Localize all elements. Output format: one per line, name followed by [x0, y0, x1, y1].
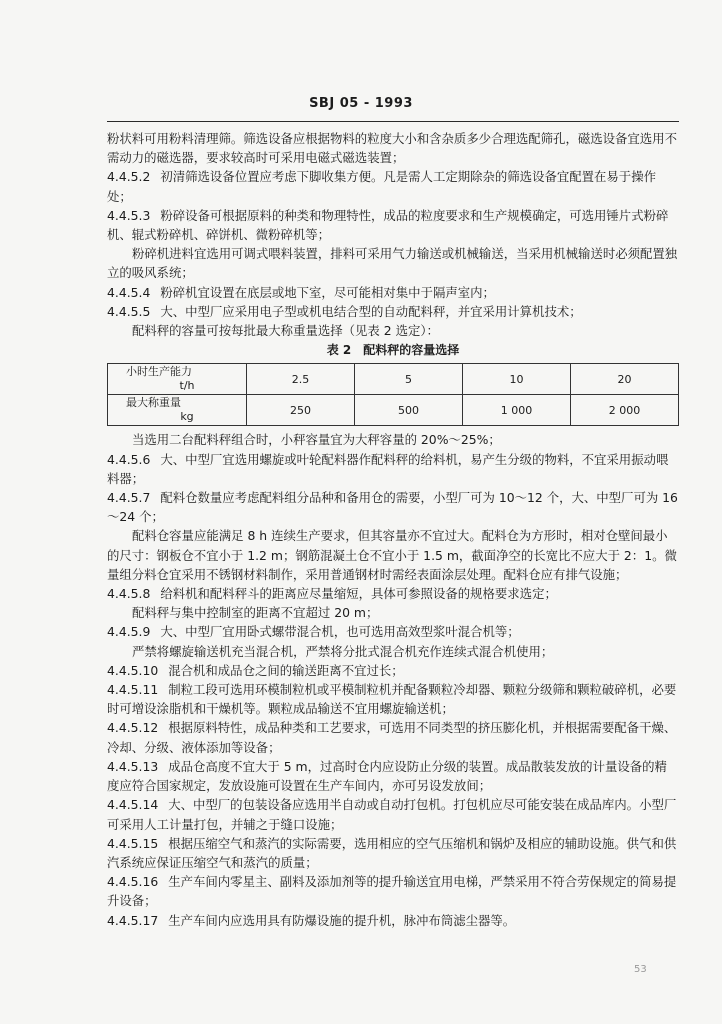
clause-number: 4.4.5.10 — [107, 662, 159, 678]
clause-number: 4.4.5.16 — [107, 874, 159, 890]
paragraph-text: 当选用二台配料秤组合时，小秤容量宜为大秤容量的 20%～25%； — [132, 432, 501, 448]
table-cell: 500 — [355, 395, 463, 426]
row-label: 小时生产能力 — [126, 365, 192, 379]
paragraph — [107, 430, 679, 449]
paragraphs-top — [107, 129, 679, 340]
paragraph-text: 粉碎设备可根据原料的种类和物理特性，成品的粒度要求和生产规模确定，可选用锤片式粉碎机、辊式粉碎机、碎饼机、微粉碎机等； — [107, 207, 669, 243]
clause-number: 4.4.5.6 — [107, 451, 151, 467]
doc-header: SBJ 05 - 1993 — [309, 96, 413, 111]
clause-number: 4.4.5.9 — [107, 624, 151, 640]
paragraphs-bottom — [107, 430, 679, 929]
paragraph — [107, 603, 679, 622]
row-header-weight — [108, 395, 247, 426]
clause-number: 4.4.5.17 — [107, 912, 159, 928]
row-header-capacity — [108, 364, 247, 395]
table-cell: 1 000 — [463, 395, 571, 426]
clause-paragraph — [107, 206, 679, 244]
table-cell: 10 — [463, 364, 571, 395]
paragraph-text: 生产车间内零星主、副料及添加剂等的提升输送宜用电梯，严禁采用不符合劳保规定的简易提升设备； — [107, 874, 677, 909]
paragraph-text: 大、中型厂宜选用螺旋或叶轮配料器作配料秤的给料机，易产生分级的物料，不宜采用振动喂料器； — [107, 451, 669, 486]
clause-paragraph — [107, 757, 679, 795]
paragraph-text: 粉碎机进料宜选用可调式喂料装置，排料可采用气力输送或机械输送，当采用机械输送时必须配置独立的吸风系统； — [107, 246, 678, 281]
paragraph-text: 粉状料可用粉料清理筛。筛选设备应根据物料的粒度大小和含杂质多少合理选配筛孔，磁选设备宜选用不需动力的磁选器，要求较高时可采用电磁式磁选装置； — [107, 131, 677, 166]
clause-paragraph — [107, 450, 679, 488]
clause-paragraph — [107, 795, 679, 833]
clause-number: 4.4.5.5 — [107, 303, 151, 319]
paragraph-text: 混合机和成品仓之间的输送距离不宜过长； — [168, 662, 404, 678]
paragraph-text: 制粒工段可选用环模制粒机或平模制粒机并配备颗粒冷却器、颗粒分级筛和颗粒破碎机，必要时可增设涂脂机和干燥机等。颗粒成品输送不宜用螺旋输送机； — [107, 682, 677, 717]
row-label: 最大称重量 — [126, 396, 181, 410]
paragraph-text: 生产车间内应选用具有防爆设施的提升机，脉冲布筒滤尘器等。 — [168, 912, 516, 928]
clause-paragraph — [107, 834, 679, 872]
clause-paragraph — [107, 283, 679, 302]
clause-paragraph — [107, 622, 679, 641]
paragraph-text: 根据压缩空气和蒸汽的实际需要，选用相应的空气压缩机和锅炉及相应的辅助设施。供气和供汽系统应保证压缩空气和蒸汽的质量； — [107, 835, 677, 870]
clause-paragraph — [107, 718, 679, 756]
clause-number: 4.4.5.13 — [107, 758, 159, 774]
table-caption: 表 2 配料秤的容量选择 — [326, 343, 460, 358]
paragraph — [107, 526, 679, 584]
paragraph-text: 粉碎机宜设置在底层或地下室，尽可能相对集中于隔声室内； — [160, 284, 495, 300]
paragraph-text: 配料仓容量应能满足 8 h 连续生产要求，但其容量亦不宜过大。配料仓为方形时，相对仓壁间最小的尺寸：钢板仓不宜小于 1.2 m；钢筋混凝土仓不宜小于 1.5 m，截面净空的长宽比不应大于 2：1。微量组分料仓宜采用不锈钢材料制作，采用普通钢材时需经表面涂层处理。配料仓应有排气设施； — [107, 528, 677, 582]
clause-paragraph — [107, 584, 679, 603]
paragraph — [107, 642, 679, 661]
paragraph — [107, 244, 679, 282]
paragraph-text: 大、中型厂的包装设备应选用半自动或自动打包机。打包机应尽可能安装在成品库内。小型厂可采用人工计量打包，并辅之于缝口设施； — [107, 797, 677, 832]
clause-number: 4.4.5.14 — [107, 797, 159, 813]
paragraph-text: 成品仓高度不宜大于 5 m，过高时仓内应设防止分级的装置。成品散装发放的计量设备的精度应符合国家规定，发放设施可设置在生产车间内，亦可另设发放间； — [107, 758, 667, 794]
table-cell: 2.5 — [247, 364, 355, 395]
paragraph-text: 配料仓数量应考虑配料组分品种和备用仓的需要，小型厂可为 10～12 个，大、中型厂可为 16～24 个； — [107, 490, 678, 525]
header-rule — [107, 121, 679, 122]
paragraph-text: 大、中型厂应采用电子型或机电结合型的自动配料秤，并宜采用计算机技术； — [160, 303, 582, 319]
table-row — [108, 395, 679, 426]
table-cell: 2 000 — [571, 395, 679, 426]
clause-number: 4.4.5.4 — [107, 284, 151, 300]
clause-number: 4.4.5.12 — [107, 720, 159, 736]
clause-number: 4.4.5.15 — [107, 835, 159, 851]
paragraph-text: 大、中型厂宜用卧式螺带混合机，也可选用高效型浆叶混合机等； — [160, 624, 520, 640]
table-cell: 250 — [247, 395, 355, 426]
clause-paragraph — [107, 488, 679, 526]
paragraph — [107, 129, 679, 167]
clause-paragraph — [107, 911, 679, 930]
clause-number: 4.4.5.11 — [107, 682, 159, 698]
clause-paragraph — [107, 302, 679, 321]
paragraph — [107, 321, 679, 340]
paragraph-text: 配料秤的容量可按每批最大称重量选择（见表 2 选定）： — [132, 323, 439, 339]
row-unit: kg — [180, 410, 194, 424]
paragraph-text: 给料机和配料秤斗的距离应尽量缩短，具体可参照设备的规格要求选定； — [160, 586, 557, 602]
paragraph-text: 根据原料特性，成品种类和工艺要求，可选用不同类型的挤压膨化机，并根据需要配备干燥、冷却、分级、液体添加等设备； — [107, 720, 677, 755]
table-cell: 5 — [355, 364, 463, 395]
clause-number: 4.4.5.7 — [107, 490, 151, 506]
paragraph-text: 严禁将螺旋输送机充当混合机，严禁将分批式混合机充作连续式混合机使用； — [132, 643, 554, 659]
row-unit: t/h — [179, 379, 195, 393]
table-row — [108, 364, 679, 395]
page-number: 53 — [634, 964, 647, 975]
clause-number: 4.4.5.2 — [107, 169, 151, 185]
paragraph-text: 配料秤与集中控制室的距离不宜超过 20 m； — [132, 605, 379, 621]
body-text — [107, 129, 679, 930]
paragraph-text: 初清筛选设备位置应考虑下脚收集方便。凡是需人工定期除杂的筛选设备宜配置在易于操作处； — [107, 169, 656, 204]
clause-number: 4.4.5.8 — [107, 586, 151, 602]
scale-capacity-table — [107, 363, 679, 426]
clause-paragraph — [107, 872, 679, 910]
clause-number: 4.4.5.3 — [107, 207, 151, 223]
clause-paragraph — [107, 167, 679, 205]
clause-paragraph — [107, 661, 679, 680]
table-cell: 20 — [571, 364, 679, 395]
clause-paragraph — [107, 680, 679, 718]
